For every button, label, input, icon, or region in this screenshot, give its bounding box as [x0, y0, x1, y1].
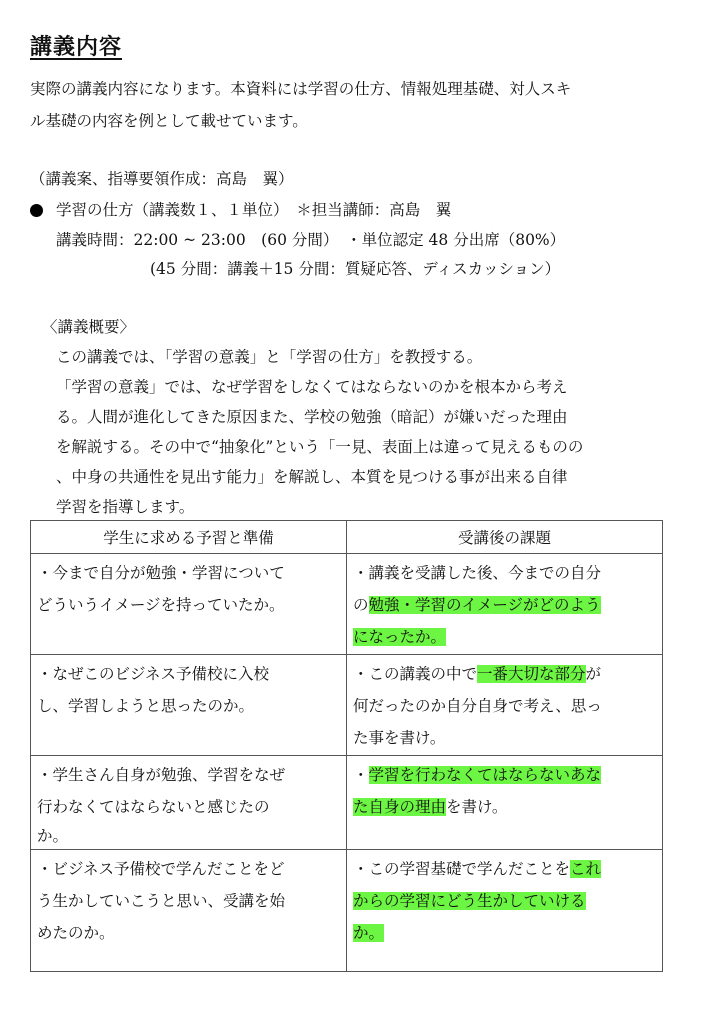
highlighted-text: 一番大切な部分 — [477, 665, 586, 683]
highlighted-text: からの学習にどう生かしていける — [353, 892, 586, 910]
column-header-assignment: 受講後の課題 — [347, 521, 663, 554]
overview-line: を解説する。その中で“抽象化”という「一見、表面上は違って見えるものの — [56, 438, 584, 456]
authorship-note: （講義案、指導要領作成：高島 翼） — [30, 170, 294, 188]
intro-line-2: ル基礎の内容を例として載せています。 — [30, 112, 308, 130]
column-header-preparation: 学生に求める予習と準備 — [31, 521, 347, 554]
assignment-cell: ・講義を受講した後、今までの自分 の勉強・学習のイメージがどのよう になったか。 — [347, 554, 663, 655]
highlighted-text: になったか。 — [353, 628, 447, 646]
overview-line: 「学習の意義」では、なぜ学習をしなくてはならないのかを根本から考え — [56, 378, 568, 396]
highlighted-text: 学習を行わなくてはならないあな — [368, 766, 602, 784]
table-row — [31, 756, 663, 850]
intro-line-1: 実際の講義内容になります。本資料には学習の仕方、情報処理基礎、対人スキ — [30, 80, 572, 98]
tasks-table — [30, 520, 663, 972]
overview-line: 、中身の共通性を見出す能力」を解説し、本質を見つける事が出来る自律 — [56, 468, 568, 486]
course-line-3: (45 分間：講義＋15 分間：質疑応答、ディスカッション） — [150, 260, 561, 278]
assignment-cell: ・この講義の中で一番大切な部分が 何だったのか自分自身で考え、思っ た事を書け。 — [347, 655, 663, 756]
assignment-cell: ・学習を行わなくてはならないあな た自身の理由を書け。 — [347, 756, 663, 850]
course-line-1: 学習の仕方（講義数１、１単位） ＊担当講師：高島 翼 — [56, 201, 452, 219]
overview-line: 学習を指導します。 — [56, 498, 195, 516]
highlighted-text: か。 — [353, 924, 385, 942]
table-row — [31, 850, 663, 972]
course-line-2: 講義時間：22:00 ~ 23:00 (60 分間） ・単位認定 48 分出席（80%） — [56, 231, 566, 249]
preparation-cell: ・ビジネス予備校で学んだことをど う生かしていこうと思い、受講を始 めたのか。 — [31, 850, 347, 972]
overview-line: る。人間が進化してきた原因また、学校の勉強（暗記）が嫌いだった理由 — [56, 408, 568, 426]
preparation-cell: ・今まで自分が勉強・学習について どういうイメージを持っていたか。 — [31, 554, 347, 655]
table-row — [31, 655, 663, 756]
highlighted-text: た自身の理由 — [353, 798, 447, 816]
page-title: 講義内容 — [30, 35, 123, 60]
overview-line: この講義では、「学習の意義」と「学習の仕方」を教授する。 — [56, 348, 483, 366]
table-row — [31, 554, 663, 655]
highlighted-text: 勉強・学習のイメージがどのよう — [368, 596, 601, 614]
bullet-icon — [30, 204, 43, 217]
assignment-cell: ・この学習基礎で学んだことをこれ からの学習にどう生かしていける か。 — [347, 850, 663, 972]
preparation-cell: ・なぜこのビジネス予備校に入校 し、学習しようと思ったのか。 — [31, 655, 347, 756]
overview-heading: 〈講義概要〉 — [42, 318, 136, 336]
preparation-cell: ・学生さん自身が勉強、学習をなぜ 行わなくてはならないと感じたの か。 — [31, 756, 347, 850]
highlighted-text: これ — [570, 860, 602, 878]
